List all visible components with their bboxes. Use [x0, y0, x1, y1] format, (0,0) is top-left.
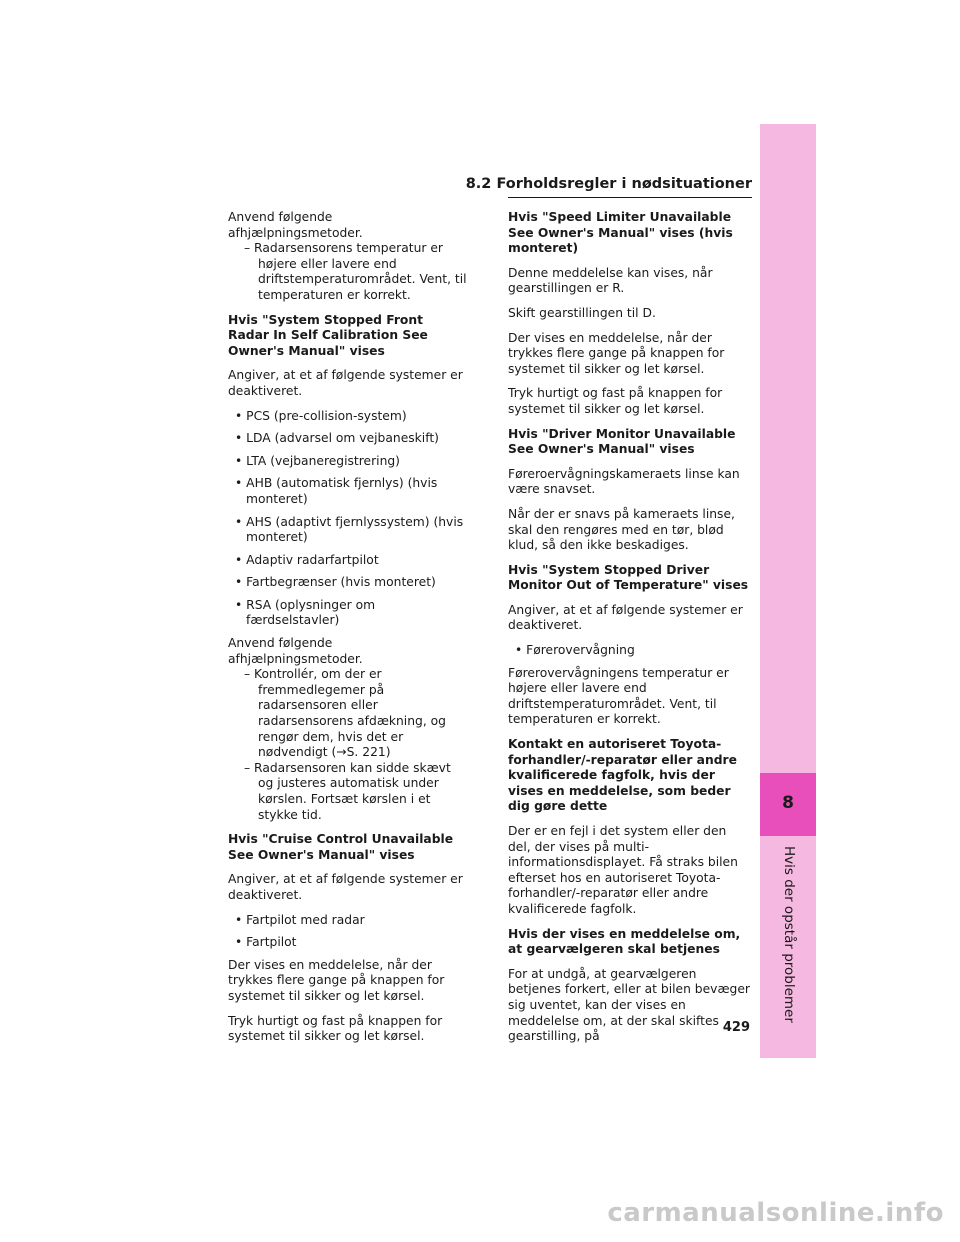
chapter-number: 8 — [782, 793, 794, 813]
bullet-item: • Fartpilot — [235, 935, 297, 950]
section-title: 8.2 Forholdsregler i nødsituationer — [465, 176, 752, 192]
bullet-item: • Fartpilot med radar — [235, 912, 365, 927]
bullet-item: • LTA (vejbaneregistrering) — [235, 453, 400, 468]
paragraph: Skift gearstillingen til D. — [508, 305, 656, 320]
bullet-item: • LDA (advarsel om vejbaneskift) — [235, 431, 439, 446]
dash-item: – Kontrollér, om der er fremmedlegemer på radarsensoren eller radarsensorens afdækning, og rengør dem, hvis det er nødvendigt (→S. 221) — [244, 667, 446, 760]
bullet-item: • Førerovervågning — [515, 643, 635, 658]
bullet-item: • PCS (pre-collision-system) — [235, 408, 407, 423]
paragraph: Når der er snavs på kameraets linse, skal den rengøres med en tør, blød klud, så den ikke beskadiges. — [508, 506, 735, 553]
dash-item: – Radarsensorens temperatur er højere eller lavere end driftstemperaturområdet. Vent, til temperaturen er korrekt. — [244, 241, 467, 302]
chapter-title: Hvis der opstår problemer — [781, 846, 797, 1023]
paragraph: For at undgå, at gearvælgeren betjenes forkert, eller at bilen bevæger sig uventet, kan der vises en meddelelse om, at der skal skiftes gearstilling, på — [508, 966, 750, 1044]
right-column — [508, 210, 752, 1054]
section-heading: Hvis "System Stopped Front Radar In Self Calibration See Owner's Manual" vises — [228, 312, 428, 358]
bullet-item: • AHS (adaptivt fjernlyssystem) (hvis monteret) — [235, 514, 464, 545]
section-heading: Hvis "Driver Monitor Unavailable See Owner's Manual" vises — [508, 426, 736, 457]
section-heading: Hvis "System Stopped Driver Monitor Out of Temperature" vises — [508, 562, 749, 593]
paragraph: Der vises en meddelelse, når der trykkes flere gange på knappen for systemet til sikker og let kørsel. — [228, 957, 445, 1003]
bullet-item: • RSA (oplysninger om færdselstavler) — [235, 597, 376, 628]
paragraph: Førerovervågningens temperatur er højere eller lavere end driftstemperaturområdet. Vent, til temperaturen er korrekt. — [508, 665, 729, 727]
paragraph: Angiver, at et af følgende systemer er deaktiveret. — [228, 368, 463, 398]
header-divider — [508, 197, 752, 198]
bullet-item: • Fartbegrænser (hvis monteret) — [235, 575, 436, 590]
paragraph: Der er en fejl i det system eller den del, der vises på multi-informationsdisplayet. Få straks bilen efterset hos en autoriseret Toyota-forhandler/-reparatør eller andre kvalificerede fagfolk. — [508, 824, 738, 916]
paragraph: Angiver, at et af følgende systemer er deaktiveret. — [508, 602, 743, 633]
watermark: carmanualsonline.info — [607, 1198, 944, 1228]
paragraph: Angiver, at et af følgende systemer er deaktiveret. — [228, 872, 463, 902]
bullet-item: • Adaptiv radarfartpilot — [235, 552, 379, 567]
paragraph: Føreroervågningskameraets linse kan være snavset. — [508, 466, 740, 497]
page-number: 429 — [722, 1020, 750, 1035]
paragraph: Anvend følgende afhjælpningsmetoder. — [228, 636, 363, 666]
bullet-item: • AHB (automatisk fjernlys) (hvis monteret) — [235, 476, 438, 506]
paragraph: Tryk hurtigt og fast på knappen for systemet til sikker og let kørsel. — [508, 386, 723, 416]
left-column — [228, 210, 468, 1054]
chapter-side-tab — [760, 124, 816, 1058]
section-heading: Kontakt en autoriseret Toyota-forhandler/-reparatør eller andre kvalificerede fagfolk, hvis der vises en meddelelse, som beder dig gøre dette — [508, 737, 737, 814]
section-heading: Hvis "Cruise Control Unavailable See Owner's Manual" vises — [228, 832, 454, 862]
paragraph: Anvend følgende afhjælpningsmetoder. — [228, 210, 363, 240]
paragraph: Der vises en meddelelse, når der trykkes flere gange på knappen for systemet til sikker og let kørsel. — [508, 330, 725, 376]
paragraph: Tryk hurtigt og fast på knappen for systemet til sikker og let kørsel. — [228, 1013, 443, 1044]
section-heading: Hvis der vises en meddelelse om, at gearvælgeren skal betjenes — [508, 926, 741, 957]
paragraph: Denne meddelelse kan vises, når gearstillingen er R. — [508, 265, 713, 296]
dash-item: – Radarsensoren kan sidde skævt og justeres automatisk under kørslen. Fortsæt kørslen i et stykke tid. — [244, 760, 451, 822]
section-heading: Hvis "Speed Limiter Unavailable See Owner's Manual" vises (hvis monteret) — [508, 210, 733, 256]
